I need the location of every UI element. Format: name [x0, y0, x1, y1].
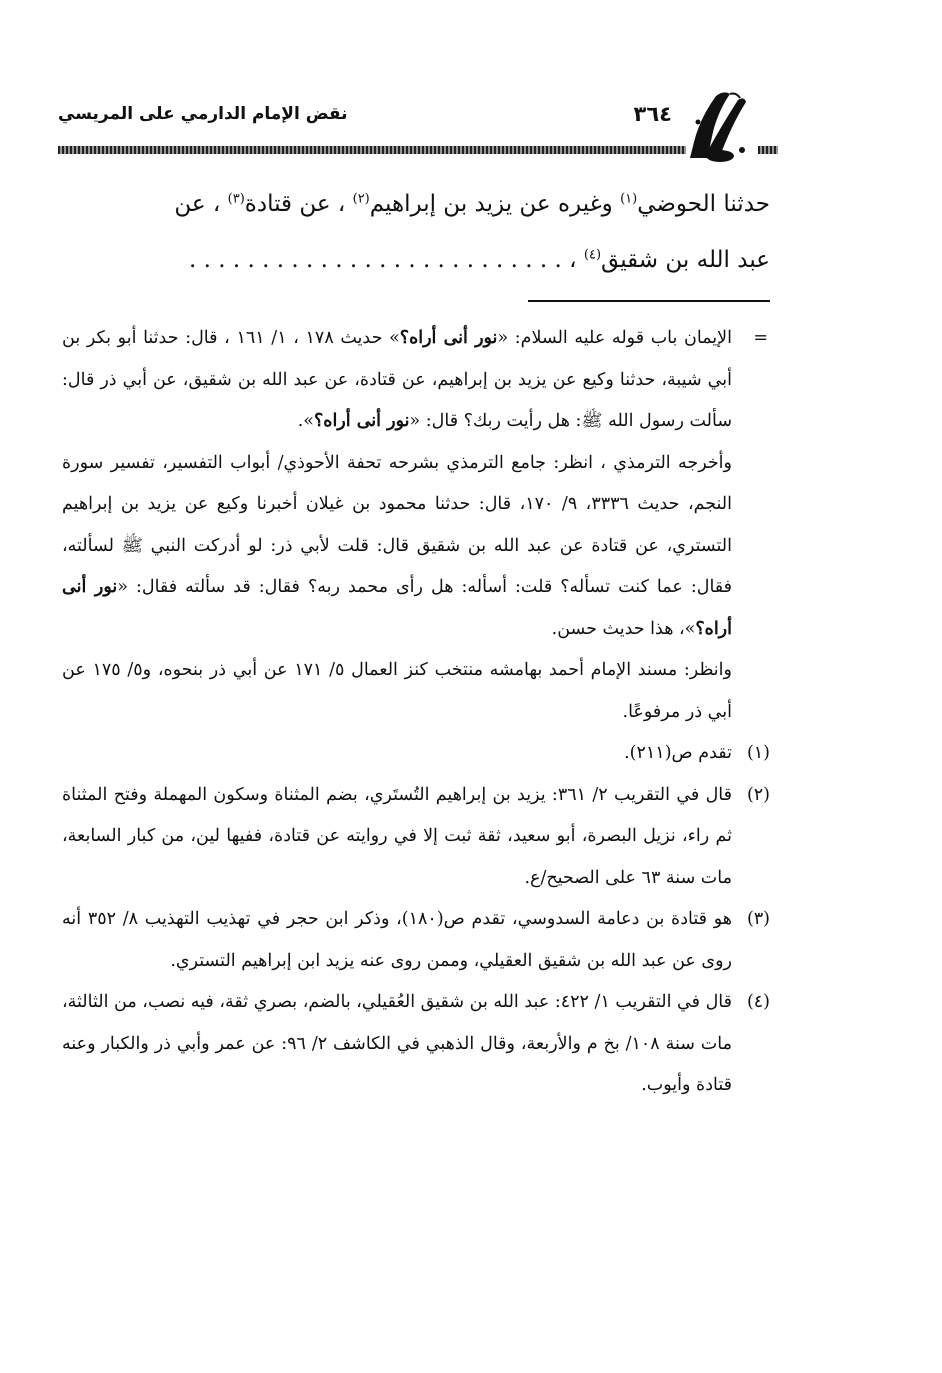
header-rule: [58, 146, 686, 154]
page-number: ٣٦٤: [633, 102, 672, 126]
book-title: نقض الإمام الدارمي على المريسي: [58, 104, 348, 124]
main-text: [62, 176, 770, 288]
note-ref-1: (١): [620, 191, 638, 207]
page-header: [58, 88, 770, 168]
footnote-paragraph: وانظر: مسند الإمام أحمد بهامشه منتخب كنز العمال ٥/ ١٧١ عن أبي ذر بنحوه، و٥/ ١٧٥ عن أبي ذر مرفوعًا.: [62, 660, 732, 722]
note-ref-3: (٣): [227, 191, 245, 207]
footnote-1: [62, 733, 770, 775]
footnote-3: [62, 899, 770, 982]
quill-inkpot-icon: [680, 88, 752, 164]
footnote-text: تقدم ص(٢١١).: [624, 743, 732, 763]
footnote-4: [62, 982, 770, 1107]
main-line-2: عبد الله بن شقيق$^{(٤)}$ ، . . . . . . . . . . . . . . . . . . . . . . . . . .: [188, 247, 770, 273]
continuation-marker: =: [753, 328, 768, 348]
footnote-marker: (١): [746, 743, 770, 763]
footnote-paragraph: وأخرجه الترمذي ، انظر: جامع الترمذي بشرحه تحفة الأحوذي/ أبواب التفسير، تفسير سورة النجم، حديث ٣٣٣٦، ٩/ ١٧٠، قال: حدثنا محمود بن غيلان أخبرنا وكيع عن يزيد بن إبراهيم التستري، عن قتادة عن عبد الله بن شقيق قال: قلت لأبي ذر: لو أدركت النبي ﷺ لسألته، فقال: عما كنت تسأله؟ قلت: أسأله: هل رأى محمد ربه؟ فقال: قد سألته فقال: «نور أنى أراه؟»، هذا حديث حسن.: [62, 452, 733, 639]
note-ref-2: (٢): [352, 191, 370, 207]
footnote-marker: (٢): [746, 784, 770, 805]
footnote-marker: (٣): [746, 909, 770, 929]
main-line-1: حدثنا الحوضي$^{(١)}$ وغيره عن يزيد بن إبراهيم$^{(٢)}$ ، عن قتادة$^{(٣)}$ ، عن: [174, 191, 770, 217]
footnote-text: قال في التقريب ١/ ٤٢٢: عبد الله بن شقيق العُقيلي، بالضم، بصري ثقة، فيه نصب، من الثالثة، مات سنة ١٠٨/ بخ م والأربعة، وقال الذهبي في الكاشف ٢/ ٩٦: عن عمر وأبي ذر والكبار وعنه قتادة وأيوب.: [62, 992, 732, 1095]
footnote-separator: [528, 300, 770, 302]
footnote-text: هو قتادة بن دعامة السدوسي، تقدم ص(١٨٠)، وذكر ابن حجر في تهذيب التهذيب ٨/ ٣٥٢ أنه روى عن عبد الله بن شقيق العقيلي، وممن روى عنه يزيد ابن إبراهيم التستري.: [62, 909, 732, 971]
footnote-marker: (٤): [746, 992, 770, 1012]
footnote-continuation: [62, 318, 770, 733]
footnote-paragraph: الإيمان باب قوله عليه السلام: «نور أنى أراه؟» حديث ١٧٨ ، ١/ ١٦١ ، قال: حدثنا أبو بكر بن أبي شيبة، حدثنا وكيع عن يزيد بن إبراهيم، عن قتادة، عن عبد الله بن شقيق، عن أبي ذر قال: سألت رسول الله ﷺ: هل رأيت ربك؟ قال: «نور أنى أراه؟».: [62, 328, 733, 431]
footnote-text: قال في التقريب ٢/ ٣٦١: يزيد بن إبراهيم التُستَري، بضم المثناة وسكون المهملة وفتح المثناة ثم راء، نزيل البصرة، أبو سعيد، ثقة ثبت إلا في روايته عن قتادة، ففيها لين، من كبار السابعة، مات سنة ٦٣ على الصحيح/ع.: [62, 784, 732, 888]
note-ref-4: (٤): [583, 247, 602, 263]
footnotes: [62, 318, 770, 1107]
footnote-2: [62, 775, 770, 900]
header-rule-end: [758, 146, 778, 154]
